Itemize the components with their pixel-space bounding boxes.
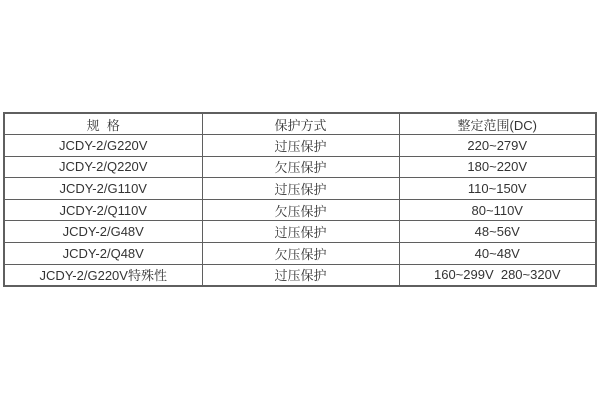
cell-spec: JCDY-2/Q110V: [4, 199, 202, 221]
cell-range: 48~56V: [399, 221, 596, 243]
cell-range: 220~279V: [399, 135, 596, 157]
cell-protection: 欠压保护: [202, 156, 399, 178]
cell-spec: JCDY-2/G110V: [4, 178, 202, 200]
cell-protection: 过压保护: [202, 221, 399, 243]
table-row: [4, 264, 596, 286]
cell-protection: 过压保护: [202, 264, 399, 286]
table-row: [4, 113, 596, 135]
table-row: [4, 156, 596, 178]
cell-range: 110~150V: [399, 178, 596, 200]
cell-spec: JCDY-2/G220V: [4, 135, 202, 157]
table-row: [4, 178, 596, 200]
table-row: [4, 243, 596, 265]
cell-protection: 欠压保护: [202, 199, 399, 221]
cell-spec: JCDY-2/G220V特殊性: [4, 264, 202, 286]
cell-range: 80~110V: [399, 199, 596, 221]
cell-protection: 过压保护: [202, 135, 399, 157]
table-body: [4, 135, 596, 286]
table-header-row: [4, 113, 596, 135]
relay-spec-table: [3, 112, 597, 287]
cell-range: 40~48V: [399, 243, 596, 265]
table-row: [4, 135, 596, 157]
column-header-spec: 规 格: [4, 113, 202, 135]
column-header-range: 整定范围(DC): [399, 113, 596, 135]
cell-range: 160~299V 280~320V: [399, 264, 596, 286]
cell-spec: JCDY-2/Q48V: [4, 243, 202, 265]
cell-spec: JCDY-2/Q220V: [4, 156, 202, 178]
cell-protection: 过压保护: [202, 178, 399, 200]
table-row: [4, 221, 596, 243]
cell-spec: JCDY-2/G48V: [4, 221, 202, 243]
cell-range: 180~220V: [399, 156, 596, 178]
cell-protection: 欠压保护: [202, 243, 399, 265]
column-header-protection: 保护方式: [202, 113, 399, 135]
table-row: [4, 199, 596, 221]
